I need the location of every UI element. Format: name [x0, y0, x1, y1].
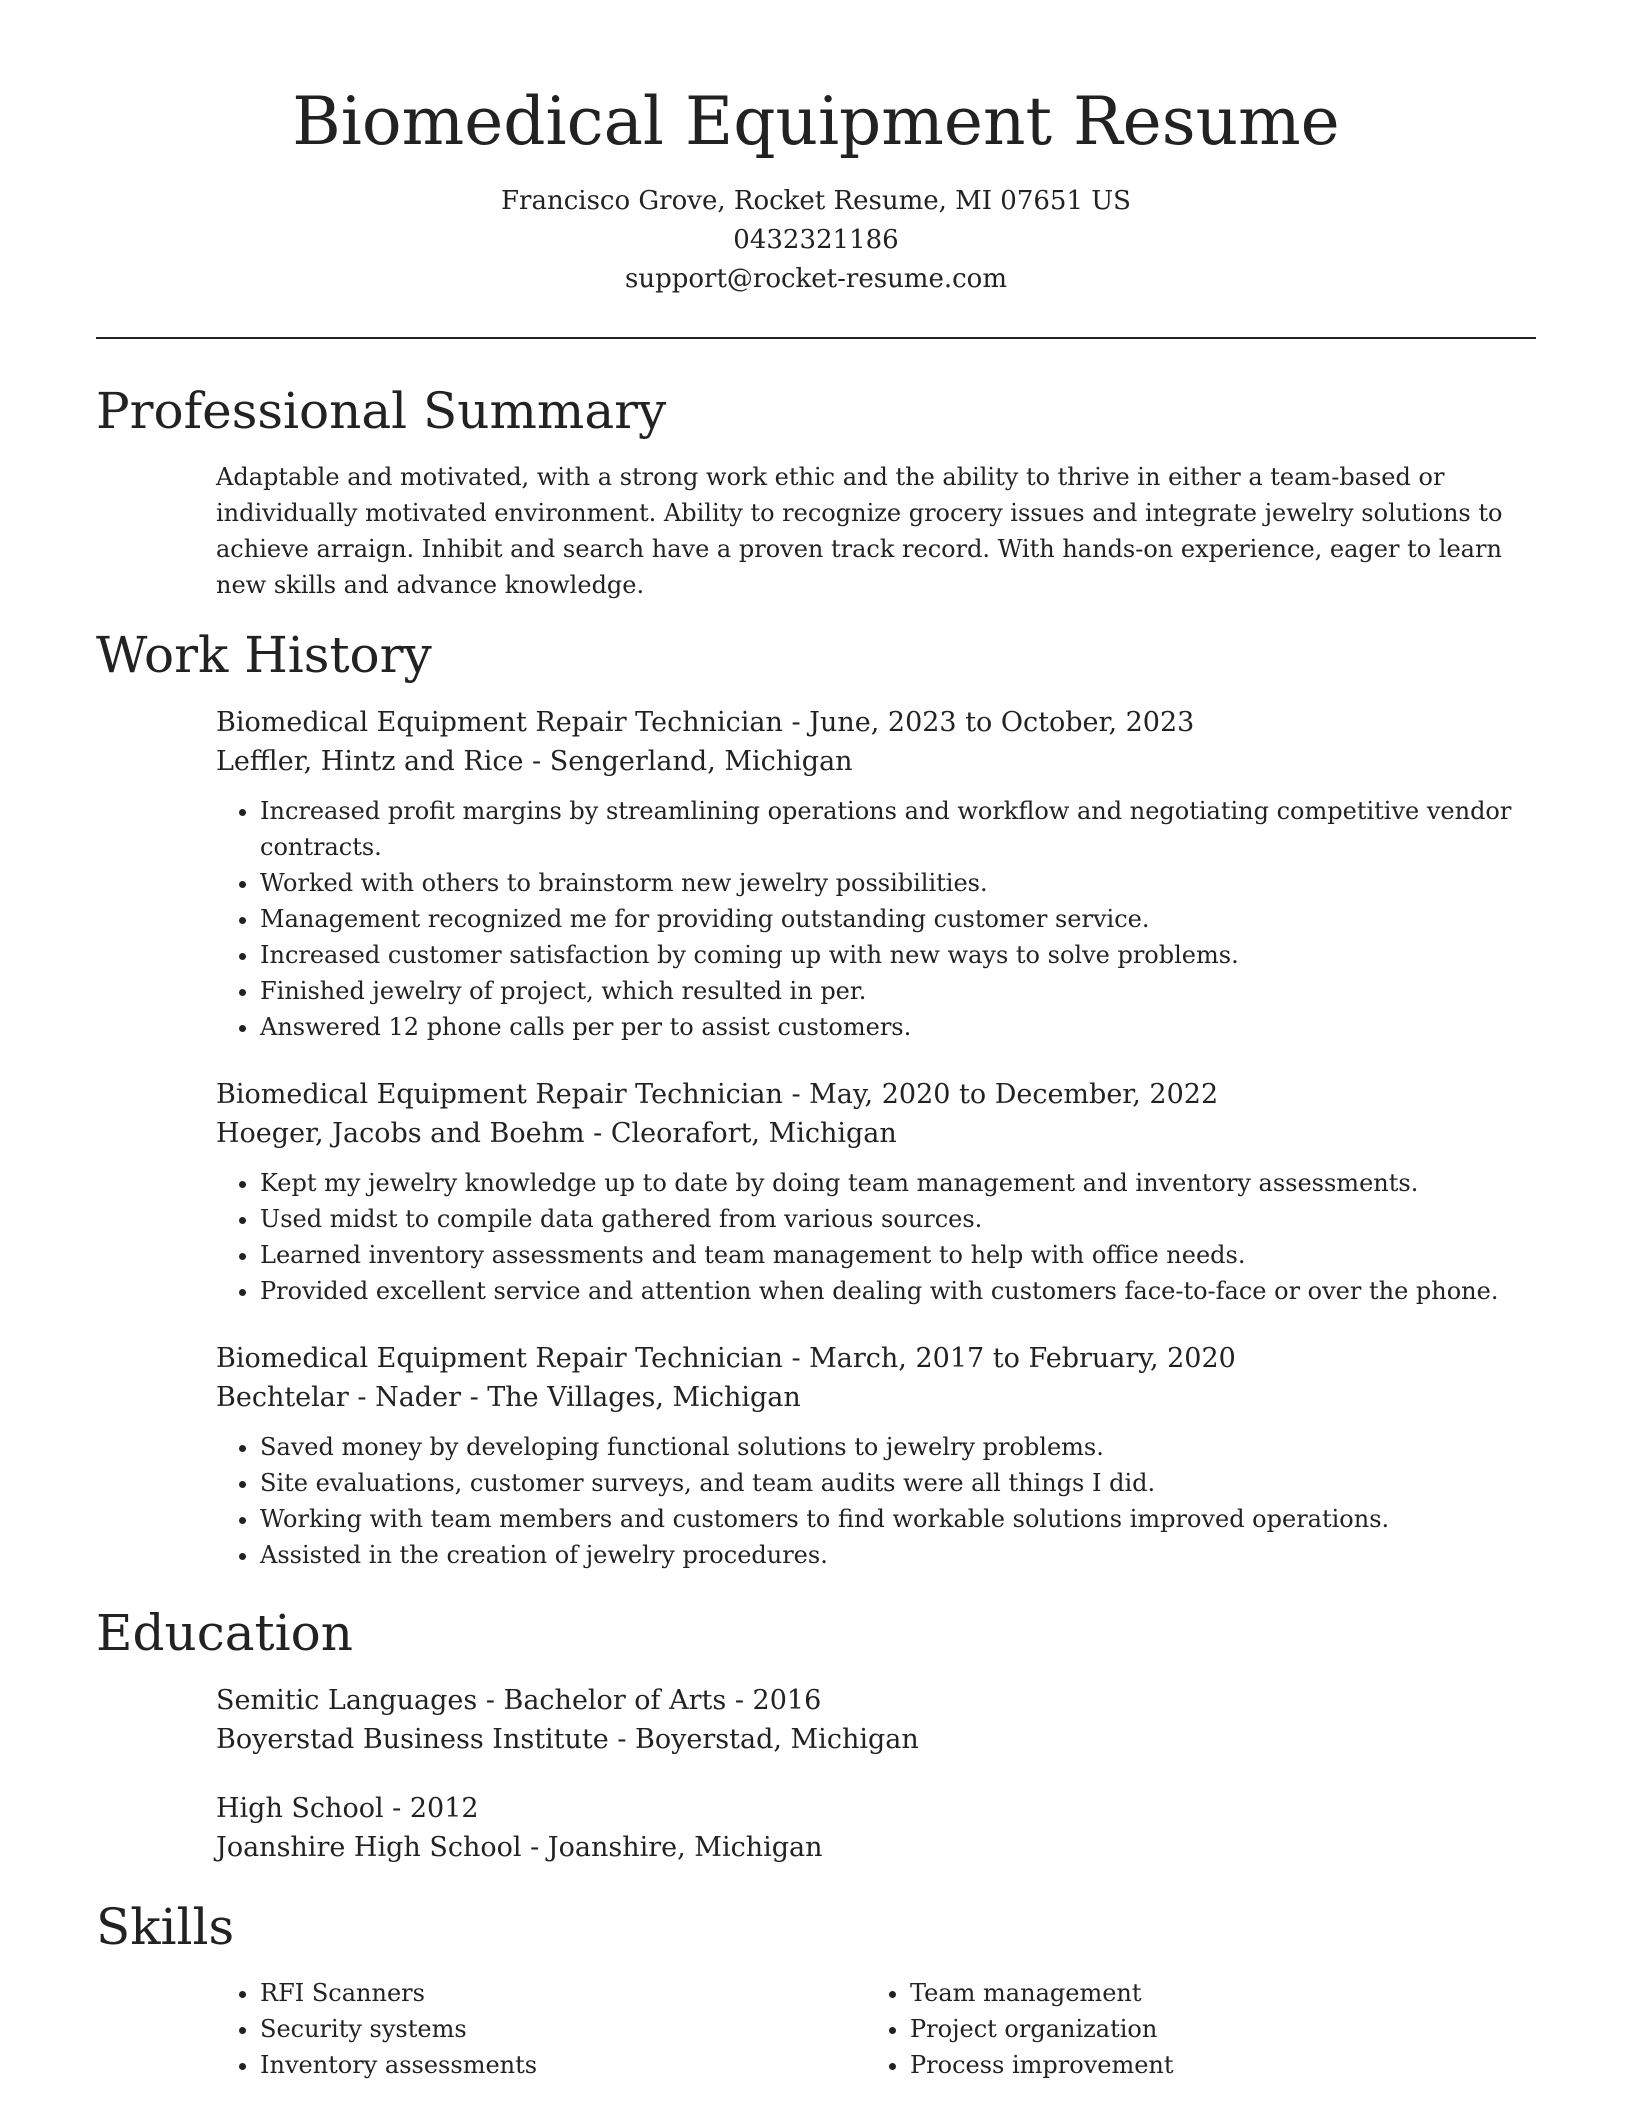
skill-item: • Team management — [910, 1975, 1516, 2011]
contact-phone: 0432321186 — [733, 224, 899, 255]
job-bullet: • Worked with others to brainstorm new jewelry possibilities. — [260, 865, 1536, 901]
skill-item: • Security systems — [260, 2011, 866, 2047]
education-heading: Education — [96, 1603, 353, 1662]
job-bullet: • Management recognized me for providing outstanding customer service. — [260, 901, 1536, 937]
summary-text: Adaptable and motivated, with a strong work ethic and the ability to thrive in either a team-based or individually motivated environment. Ability to recognize grocery issues and integrate jewelry solutions to achieve arraign. Inhibit and search have a proven track record. With hands-on experience, eager to learn new skills and advance knowledge. — [216, 462, 1503, 599]
education-entry — [216, 1681, 1536, 1759]
job-title-line — [216, 1075, 1536, 1114]
job-bullet: • Finished jewelry of project, which resulted in per. — [260, 973, 1536, 1009]
education-degree: Semitic Languages - Bachelor of Arts — [216, 1684, 727, 1716]
education-location: - Boyerstad, Michigan — [608, 1723, 919, 1755]
job-entry — [216, 1075, 1536, 1309]
education-section — [96, 1603, 1536, 1867]
education-degree-line — [216, 1789, 1536, 1828]
education-school-line — [216, 1828, 1536, 1867]
job-bullet: • Site evaluations, customer surveys, and team audits were all things I did. — [260, 1465, 1536, 1501]
education-degree: High School — [216, 1792, 384, 1824]
job-bullet: • Provided excellent service and attention when dealing with customers face-to-face or over the phone. — [260, 1273, 1536, 1309]
job-bullet: • Learned inventory assessments and team management to help with office needs. — [260, 1237, 1536, 1273]
skills-grid — [216, 1975, 1536, 2083]
education-entry — [216, 1789, 1536, 1867]
resume-name: Biomedical Equipment Resume — [292, 83, 1340, 160]
skill-item: • Inventory assessments — [260, 2047, 866, 2083]
resume-header — [96, 0, 1536, 299]
education-school-line — [216, 1720, 1536, 1759]
job-dates: - May, 2020 to December, 2022 — [782, 1078, 1219, 1110]
skill-item: • Project organization — [910, 2011, 1516, 2047]
job-bullet: • Kept my jewelry knowledge up to date by doing team management and inventory assessments. — [260, 1165, 1536, 1201]
job-bullet: • Used midst to compile data gathered from various sources. — [260, 1201, 1536, 1237]
job-role: Biomedical Equipment Repair Technician — [216, 706, 783, 738]
job-location: - Cleorafort, Michigan — [584, 1117, 897, 1149]
job-dates: - March, 2017 to February, 2020 — [782, 1342, 1236, 1374]
contact-email: support@rocket-resume.com — [624, 263, 1007, 294]
work-history-heading: Work History — [96, 625, 432, 684]
job-company: Leffler, Hintz and Rice — [216, 745, 524, 777]
job-bullets — [216, 1165, 1536, 1309]
job-bullet: • Working with team members and customers to find workable solutions improved operations. — [260, 1501, 1536, 1537]
skill-item: • RFI Scanners — [260, 1975, 866, 2011]
summary-heading: Professional Summary — [96, 381, 667, 440]
job-company-line — [216, 1378, 1536, 1417]
job-title-line — [216, 1339, 1536, 1378]
job-location: - The Villages, Michigan — [460, 1381, 801, 1413]
job-company: Bechtelar - Nader — [216, 1381, 461, 1413]
job-bullet: • Saved money by developing functional solutions to jewelry problems. — [260, 1429, 1536, 1465]
job-bullet: • Answered 12 phone calls per per to assist customers. — [260, 1009, 1536, 1045]
job-company-line — [216, 1114, 1536, 1153]
work-history-section — [96, 625, 1536, 1573]
job-role: Biomedical Equipment Repair Technician — [216, 1078, 783, 1110]
contact-address: Francisco Grove, Rocket Resume, MI 07651 US — [501, 185, 1131, 216]
skill-item: • Process improvement — [910, 2047, 1516, 2083]
job-entry — [216, 703, 1536, 1045]
education-year: - 2012 — [383, 1792, 479, 1824]
job-role: Biomedical Equipment Repair Technician — [216, 1342, 783, 1374]
job-company: Hoeger, Jacobs and Boehm — [216, 1117, 585, 1149]
job-bullet: • Increased customer satisfaction by coming up with new ways to solve problems. — [260, 937, 1536, 973]
education-degree-line — [216, 1681, 1536, 1720]
education-school: Joanshire High School — [216, 1831, 522, 1863]
job-entry — [216, 1339, 1536, 1573]
job-title-line — [216, 703, 1536, 742]
job-bullets — [216, 793, 1536, 1045]
job-dates: - June, 2023 to October, 2023 — [782, 706, 1195, 738]
job-location: - Sengerland, Michigan — [523, 745, 853, 777]
job-bullet: • Assisted in the creation of jewelry procedures. — [260, 1537, 1536, 1573]
education-location: - Joanshire, Michigan — [521, 1831, 823, 1863]
skills-section — [96, 1897, 1536, 2083]
skills-column-left — [216, 1975, 866, 2083]
education-year: - 2016 — [726, 1684, 822, 1716]
skills-column-right — [866, 1975, 1516, 2083]
job-bullets — [216, 1429, 1536, 1573]
summary-section — [96, 381, 1536, 603]
skills-heading: Skills — [96, 1897, 235, 1956]
job-bullet: • Increased profit margins by streamlining operations and workflow and negotiating competitive vendor contracts. — [260, 793, 1536, 865]
job-company-line — [216, 742, 1536, 781]
header-divider — [96, 337, 1536, 339]
education-school: Boyerstad Business Institute — [216, 1723, 609, 1755]
